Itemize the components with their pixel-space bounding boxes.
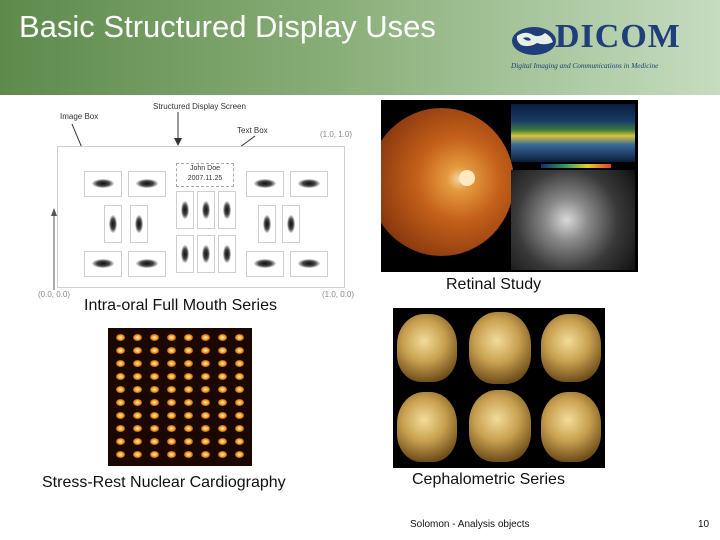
footer-text: Solomon - Analysis objects (410, 519, 530, 530)
dicom-logo (505, 18, 705, 74)
optic-disc (459, 170, 475, 186)
cardiac-slice (218, 412, 227, 419)
image-box (290, 251, 328, 277)
retinal-caption: Retinal Study (446, 276, 542, 293)
cardiac-slice (235, 373, 244, 380)
angiogram (511, 170, 635, 270)
cardiac-slice (133, 412, 142, 419)
text-box (176, 163, 234, 187)
cardiac-slice (150, 412, 159, 419)
cardiac-slice (167, 425, 176, 432)
intraoral-caption: Intra-oral Full Mouth Series (84, 297, 277, 314)
skull-view (469, 312, 531, 384)
cardiac-slice (184, 386, 193, 393)
image-box (218, 191, 236, 229)
image-box (104, 205, 122, 243)
image-box (176, 191, 194, 229)
study-date: 2007.11.25 (187, 175, 223, 182)
cardiac-slice (235, 386, 244, 393)
cardiac-slice (167, 412, 176, 419)
cardiac-slice (150, 360, 159, 367)
cardiac-slice (150, 399, 159, 406)
cardiac-slice (116, 373, 125, 380)
cardiac-slice (218, 386, 227, 393)
skull-view (397, 314, 457, 382)
cardiac-slice (201, 399, 210, 406)
cardiac-slice (116, 425, 125, 432)
cardiac-slice (218, 347, 227, 354)
cardiac-slice (150, 334, 159, 341)
cardiac-slice (218, 438, 227, 445)
cardiac-slice (116, 399, 125, 406)
cardiac-slice (201, 438, 210, 445)
globe-icon (511, 26, 557, 56)
nuclear-cardiography-image (108, 328, 252, 466)
coord-bottom-right: (1.0, 0.0) (322, 290, 355, 299)
cardiac-slice (184, 399, 193, 406)
cardiac-slice (150, 347, 159, 354)
cardiac-slice (133, 347, 142, 354)
image-box-label: Image Box (60, 112, 99, 121)
cardiac-slice (167, 451, 176, 458)
cardiac-slice (201, 412, 210, 419)
skull-view (469, 390, 531, 462)
cephalometric-image (393, 308, 605, 468)
cardiac-slice (235, 347, 244, 354)
cardiac-slice (201, 425, 210, 432)
cardiac-slice (116, 438, 125, 445)
cardiac-slice (133, 373, 142, 380)
patient-name: John Doe (190, 165, 220, 172)
cardiac-slice (218, 451, 227, 458)
cardiac-slice (201, 386, 210, 393)
image-box (258, 205, 276, 243)
cardiac-slice (184, 373, 193, 380)
skull-view (397, 392, 457, 462)
image-box (246, 251, 284, 277)
image-box (128, 171, 166, 197)
image-box (282, 205, 300, 243)
ceph-caption: Cephalometric Series (412, 471, 565, 488)
cardiac-slice (167, 373, 176, 380)
cardiac-slice (116, 347, 125, 354)
cardiac-slice (218, 425, 227, 432)
cardiac-slice (116, 360, 125, 367)
retinal-study-image (381, 100, 638, 272)
cardiac-slice (235, 438, 244, 445)
cardiac-slice (133, 399, 142, 406)
image-box (197, 191, 215, 229)
skull-view (541, 392, 601, 462)
cardiac-slice (133, 334, 142, 341)
oct-colorbar (541, 164, 611, 168)
page-number: 10 (698, 519, 710, 530)
cardiac-slice (201, 347, 210, 354)
screen-label: Structured Display Screen (153, 102, 246, 111)
cardiac-slice (116, 451, 125, 458)
oct-scan (511, 104, 635, 162)
cardiac-slice (235, 451, 244, 458)
cardiac-slice (167, 347, 176, 354)
cardiac-slice (150, 373, 159, 380)
cardiac-slice (184, 425, 193, 432)
image-box (197, 235, 215, 273)
cardiac-slice (184, 334, 193, 341)
cardiac-slice (133, 425, 142, 432)
cardiac-slice (133, 438, 142, 445)
cardiac-slice (167, 386, 176, 393)
cardiac-slice (218, 399, 227, 406)
display-screen (57, 146, 345, 288)
cardiac-slice (218, 334, 227, 341)
cardiac-slice (218, 360, 227, 367)
cardiac-slice (201, 451, 210, 458)
logo-subtitle: Digital Imaging and Communications in Medicine (511, 61, 659, 70)
coord-top-right: (1.0, 1.0) (320, 130, 353, 139)
cardiac-slice (116, 334, 125, 341)
image-box (84, 251, 122, 277)
cardiac-slice (184, 360, 193, 367)
cardiac-slice (184, 438, 193, 445)
cardiac-slice (167, 334, 176, 341)
cardio-caption: Stress-Rest Nuclear Cardiography (42, 474, 286, 491)
image-box (84, 171, 122, 197)
slide-title: Basic Structured Display Uses (19, 9, 436, 44)
coord-bottom-left: (0.0, 0.0) (38, 290, 71, 299)
cardiac-slice (116, 386, 125, 393)
cardiac-slice (133, 451, 142, 458)
cardiac-slice (167, 438, 176, 445)
cardiac-slice (167, 360, 176, 367)
cardiac-slice (150, 438, 159, 445)
image-box (290, 171, 328, 197)
cardiac-slice (218, 373, 227, 380)
skull-view (541, 314, 601, 382)
text-box-label: Text Box (237, 126, 268, 135)
cardiac-slice (150, 451, 159, 458)
logo-wordmark: DICOM (555, 18, 681, 55)
image-box (130, 205, 148, 243)
image-box (128, 251, 166, 277)
cardiac-slice (235, 412, 244, 419)
cardiac-slice (116, 412, 125, 419)
cardiac-slice (184, 412, 193, 419)
cardiac-slice (201, 360, 210, 367)
cardiac-slice (235, 425, 244, 432)
image-box (246, 171, 284, 197)
fundus-photo (381, 108, 514, 256)
cardiac-slice (133, 360, 142, 367)
cardiac-slice (167, 399, 176, 406)
structured-display-diagram (38, 100, 365, 300)
cardiac-slice (184, 451, 193, 458)
cardiac-slice (235, 399, 244, 406)
image-box (176, 235, 194, 273)
image-box (218, 235, 236, 273)
cardiac-slice (133, 386, 142, 393)
cardiac-slice (201, 334, 210, 341)
cardiac-slice (150, 386, 159, 393)
cardiac-slice (150, 425, 159, 432)
cardiac-slice (201, 373, 210, 380)
cardiac-slice (235, 360, 244, 367)
cardiac-slice (235, 334, 244, 341)
cardiac-slice (184, 347, 193, 354)
